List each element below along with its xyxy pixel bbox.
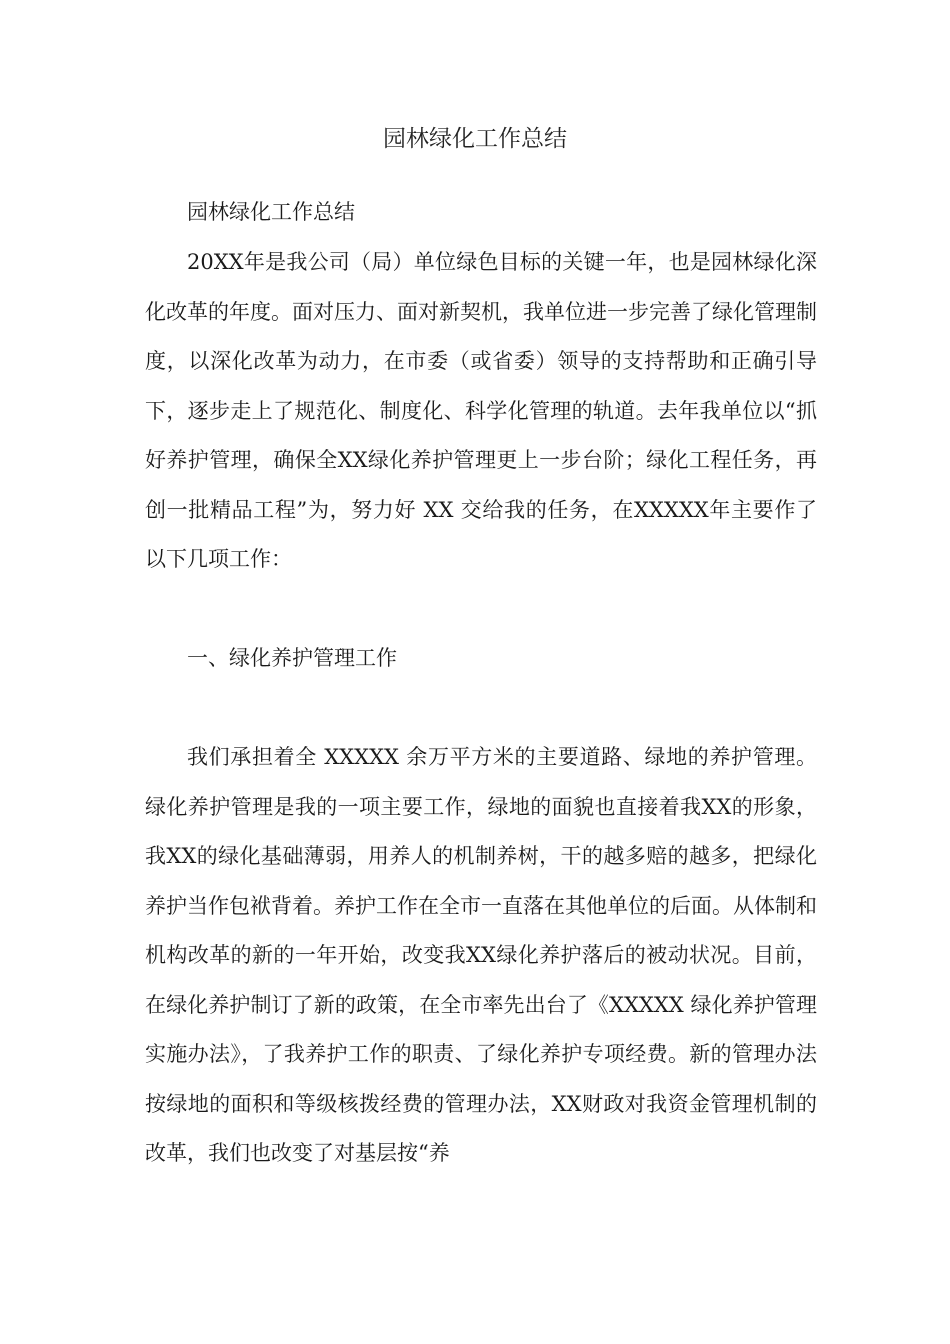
paragraph-intro: 20XX年是我公司（局）单位绿色目标的关键一年，也是园林绿化深化改革的年度。面对压力、面对新契机，我单位进一步完善了绿化管理制度，以深化改革为动力，在市委（或省委）领导的支持帮助和正确引导下，逐步走上了规范化、制度化、科学化管理的轨道。去年我单位以“抓好养护管理，确保全XX绿化养护管理更上一步台阶；绿化工程任务，再创一批精品工程”为，努力好 XX 交给我的任务，在XXXXX年主要作了以下几项工作： [145,250,817,571]
document-title: 园林绿化工作总结 [383,126,567,152]
section-heading-greening-maintenance: 一、绿化养护管理工作 [187,646,397,670]
paragraph-maintenance: 我们承担着全 XXXXX 余万平方米的主要道路、绿地的养护管理。绿化养护管理是我的一项主要工作，绿地的面貌也直接着我XX的形象，我XX的绿化基础薄弱，用养人的机制养树，干的越多赔的越多，把绿化养护当作包袱背着。养护工作在全市一直落在其他单位的后面。从体制和机构改革的新的一年开始，改变我XX绿化养护落后的被动状况。目前，在绿化养护制订了新的政策，在全市率先出台了《XXXXX 绿化养护管理实施办法》，了我养护工作的职责、了绿化养护专项经费。新的管理办法按绿地的面积和等级核拨经费的管理办法，XX财政对我资金管理机制的改革，我们也改变了对基层按“养 [145,745,817,1165]
document-subtitle: 园林绿化工作总结 [187,200,355,224]
